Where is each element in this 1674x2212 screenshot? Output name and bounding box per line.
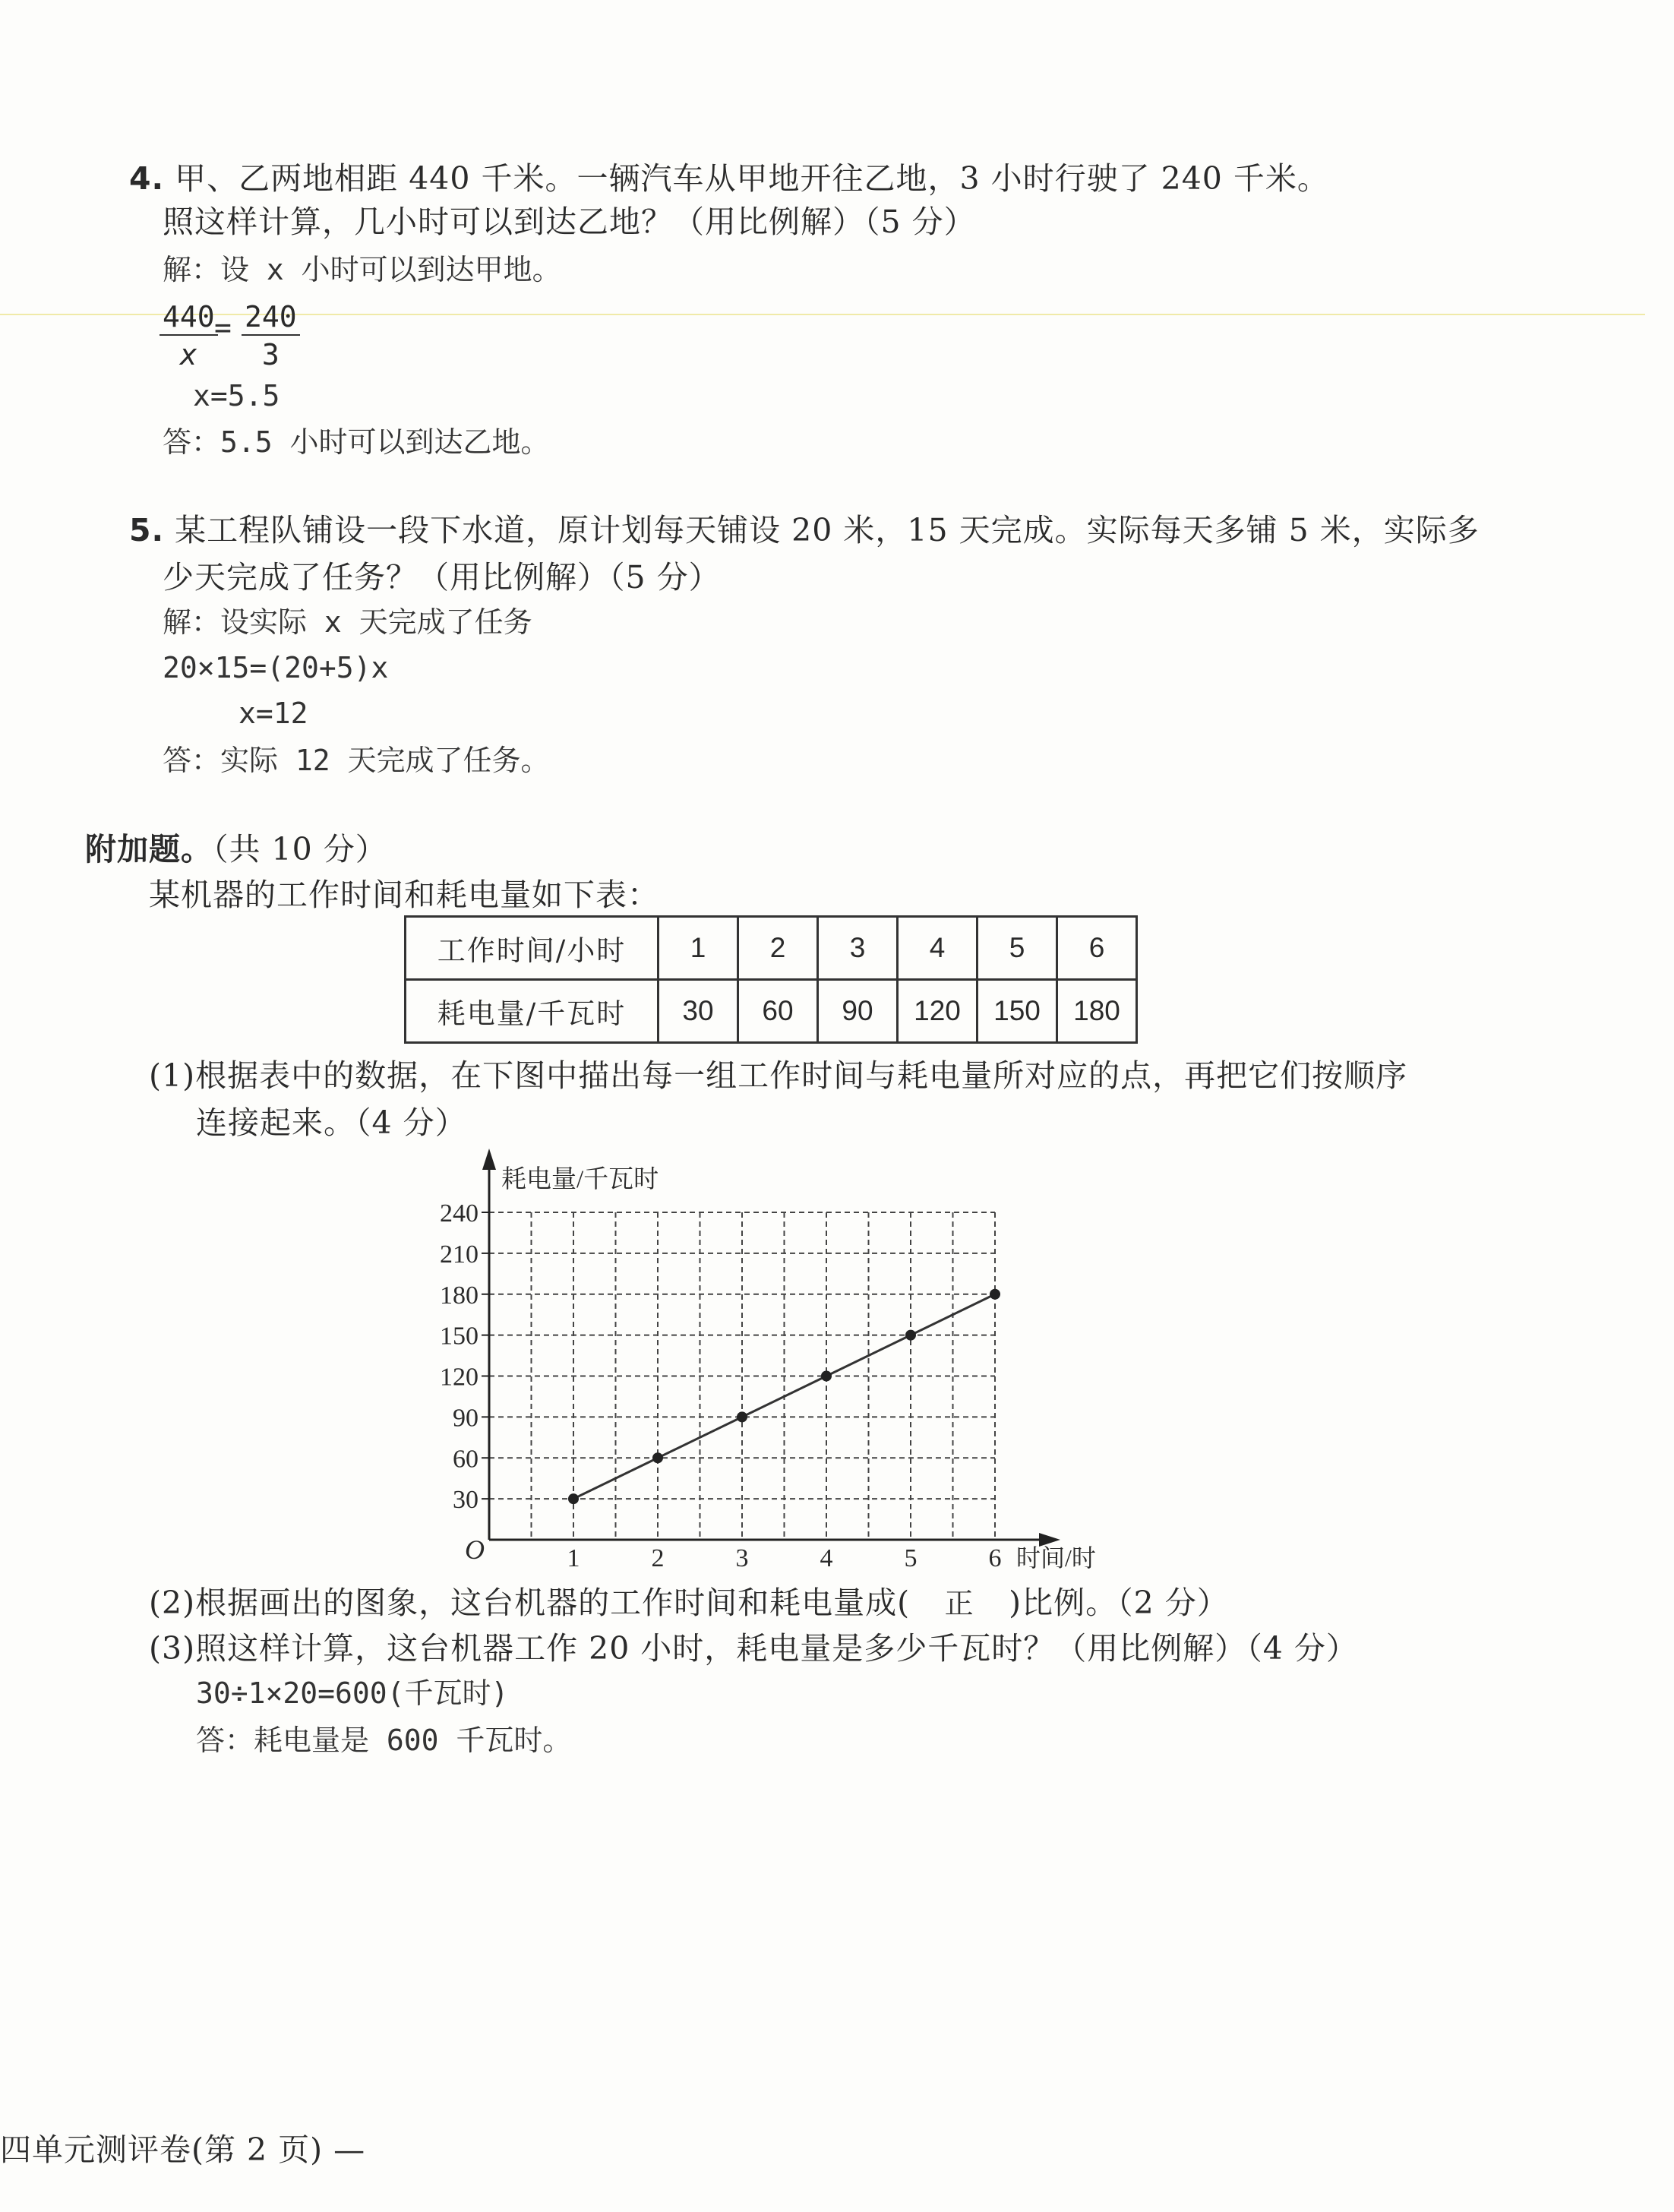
bonus-part2-answer: 正 (944, 1587, 974, 1620)
q4-line2: 照这样计算，几小时可以到达乙地？（用比例解）（5 分） (163, 204, 976, 240)
table-header-power: 耗电量/千瓦时 (406, 980, 659, 1043)
q5-equation: 20×15=(20+5)x (163, 651, 389, 684)
bonus-title: 附加题。 (85, 831, 213, 867)
x-tick-label: 1 (567, 1544, 580, 1572)
bonus-score: （共 10 分） (213, 831, 387, 867)
table-cell: 150 (978, 980, 1057, 1043)
x-tick-label: 5 (904, 1544, 918, 1572)
table-header-time: 工作时间/小时 (406, 917, 659, 980)
q4-frac-right-den: 3 (261, 338, 280, 371)
q5-answer: 答：实际 12 天完成了任务。 (163, 744, 550, 777)
q5-solve: 解：设实际 x 天完成了任务 (163, 605, 532, 639)
bonus-part1-line2: 连接起来。（4 分） (196, 1104, 467, 1141)
y-axis-arrow (482, 1149, 496, 1170)
y-tick-label: 150 (440, 1322, 479, 1351)
data-point (737, 1411, 747, 1422)
y-tick-label: 120 (440, 1363, 479, 1392)
x-tick-label: 2 (651, 1544, 665, 1572)
bonus-part2-before: (2)根据画出的图象，这台机器的工作时间和耗电量成( (149, 1585, 911, 1621)
chart-axes (482, 1149, 1060, 1547)
q4-number: 4. (129, 160, 165, 197)
table-cell: 2 (738, 917, 818, 980)
data-point (905, 1330, 916, 1341)
bonus-part2-after: )比例。（2 分） (1009, 1585, 1229, 1621)
q4-frac-left-den: x (179, 338, 197, 371)
bonus-part2 (149, 1585, 1229, 1621)
y-axis-label: 耗电量/千瓦时 (501, 1166, 659, 1193)
x-tick-label: 4 (820, 1544, 833, 1572)
table-cell: 90 (818, 980, 898, 1043)
table-cell: 60 (738, 980, 818, 1043)
origin-label: O (465, 1534, 485, 1565)
y-tick-label: 210 (440, 1240, 479, 1269)
table-cell: 4 (898, 917, 978, 980)
q4-text1: 甲、乙两地相距 440 千米。一辆汽车从甲地开往乙地，3 小时行驶了 240 千米。 (175, 160, 1329, 197)
y-tick-label: 60 (453, 1445, 479, 1474)
x-tick-label: 3 (735, 1544, 749, 1572)
data-point (821, 1371, 832, 1382)
y-tick-label: 30 (453, 1486, 479, 1515)
q5-line2: 少天完成了任务？（用比例解）（5 分） (163, 559, 721, 596)
q4-result: x=5.5 (193, 379, 280, 412)
data-point (990, 1289, 1000, 1300)
bonus-part3-answer: 答：耗电量是 600 千瓦时。 (196, 1724, 572, 1757)
q4-frac-right-num: 240 (242, 302, 300, 336)
bonus-part1-line1: (1)根据表中的数据，在下图中描出每一组工作时间与耗电量所对应的点，再把它们按顺序 (149, 1057, 1408, 1094)
bonus-part3-calc: 30÷1×20=600(千瓦时) (196, 1676, 509, 1710)
data-point (652, 1452, 663, 1463)
q5-number: 5. (129, 512, 165, 548)
y-tick-label: 90 (453, 1404, 479, 1433)
q4-equals: = (214, 311, 232, 344)
q4-solve: 解：设 x 小时可以到达甲地。 (163, 253, 561, 286)
table-cell: 6 (1057, 917, 1137, 980)
table-cell: 5 (978, 917, 1057, 980)
q5-text1: 某工程队铺设一段下水道，原计划每天铺设 20 米，15 天完成。实际每天多铺 5 米，实际多 (175, 512, 1480, 548)
table-cell: 1 (659, 917, 738, 980)
table-cell: 30 (659, 980, 738, 1043)
q4-answer: 答：5.5 小时可以到达乙地。 (163, 425, 550, 459)
page-footer: 四单元测评卷(第 2 页) — (0, 2131, 366, 2168)
y-tick-label: 180 (440, 1281, 479, 1310)
chart-ticks (440, 1199, 1002, 1572)
table-cell: 180 (1057, 980, 1137, 1043)
bonus-intro: 某机器的工作时间和耗电量如下表： (149, 877, 659, 913)
x-tick-label: 6 (988, 1544, 1002, 1572)
q4-frac-left-num: 440 (160, 302, 218, 336)
q5-result: x=12 (238, 697, 308, 730)
chart-grid (489, 1212, 995, 1540)
data-point (568, 1493, 579, 1504)
table-cell: 3 (818, 917, 898, 980)
bonus-part3: (3)照这样计算，这台机器工作 20 小时，耗电量是多少千瓦时？（用比例解）（4 分） (149, 1630, 1358, 1667)
table-cell: 120 (898, 980, 978, 1043)
x-axis-label: 时间/时 (1016, 1544, 1096, 1572)
y-tick-label: 240 (440, 1199, 479, 1228)
